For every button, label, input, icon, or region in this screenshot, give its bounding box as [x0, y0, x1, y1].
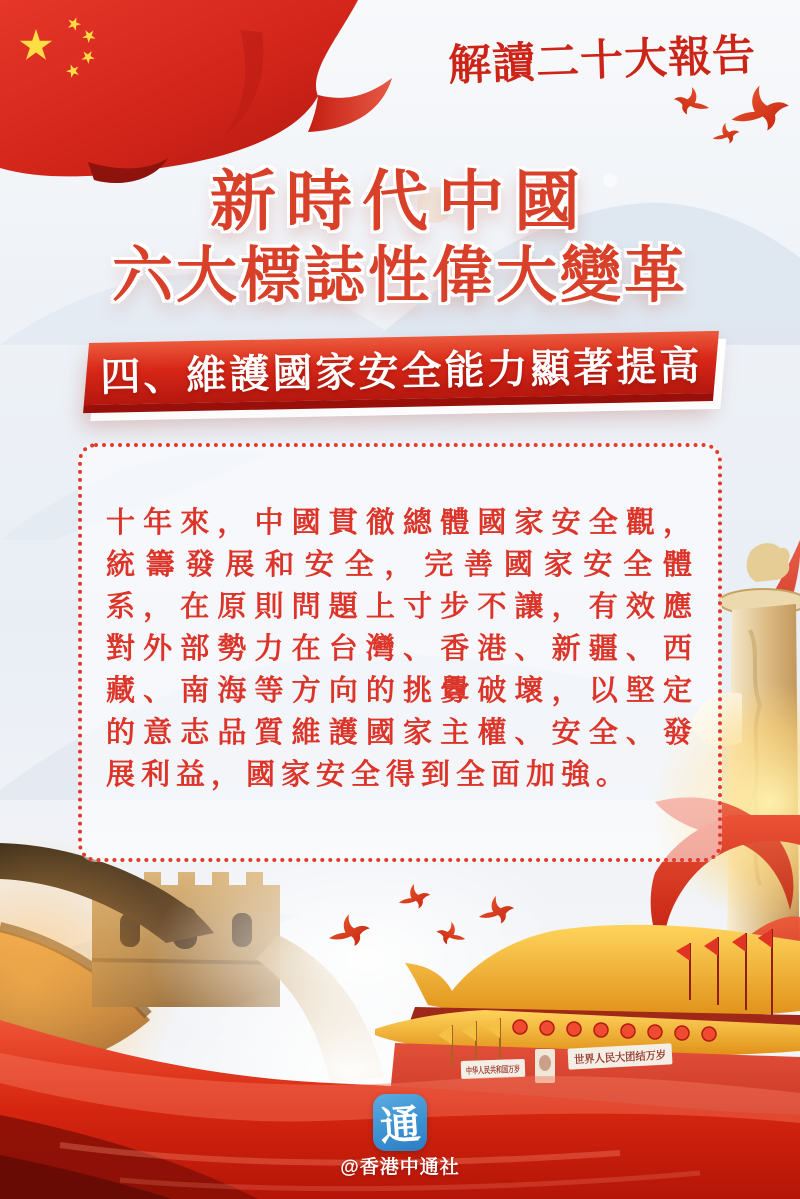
- dove-icon: [674, 87, 709, 115]
- hktcs-logo: [373, 1094, 427, 1151]
- dove-icon: [732, 86, 789, 131]
- body-text-box: [78, 443, 722, 862]
- section-banner: [83, 331, 719, 413]
- huabiao-beast: [747, 543, 790, 582]
- dove-icon: [713, 123, 740, 144]
- portrait: [539, 1055, 551, 1071]
- flag-body: [0, 0, 358, 176]
- plaque-right-text: 世界人民大团结万岁: [573, 1049, 674, 1067]
- doves-top-icon: [668, 80, 798, 152]
- hktcs-logo-glyph: 通: [378, 1102, 422, 1150]
- main-title-line2: 六大標誌性偉大變革: [111, 240, 688, 309]
- plaque-left-text: 中华人民共和国万岁: [465, 1063, 548, 1076]
- credit-text: @香港中通社: [340, 1157, 460, 1178]
- main-title: [0, 163, 800, 310]
- flag-under-wave: [308, 78, 392, 132]
- body-paragraph: 十年來，中國貫徹總體國家安全觀，統籌發展和安全，完善國家安全體系，在原則問題上寸步不讓，有效應對外部勢力在台灣、香港、新疆、西藏、南海等方向的挑釁破壞，以堅定的意志品質維護國家主權、安全、發展利益，國家安全得到全面加強。: [106, 507, 698, 791]
- section-banner-text: 四、維護國家安全能力顯著提高: [100, 343, 703, 400]
- main-title-line1: 新時代中國: [210, 164, 590, 238]
- kicker-title: 解讀二十大報告: [447, 31, 757, 91]
